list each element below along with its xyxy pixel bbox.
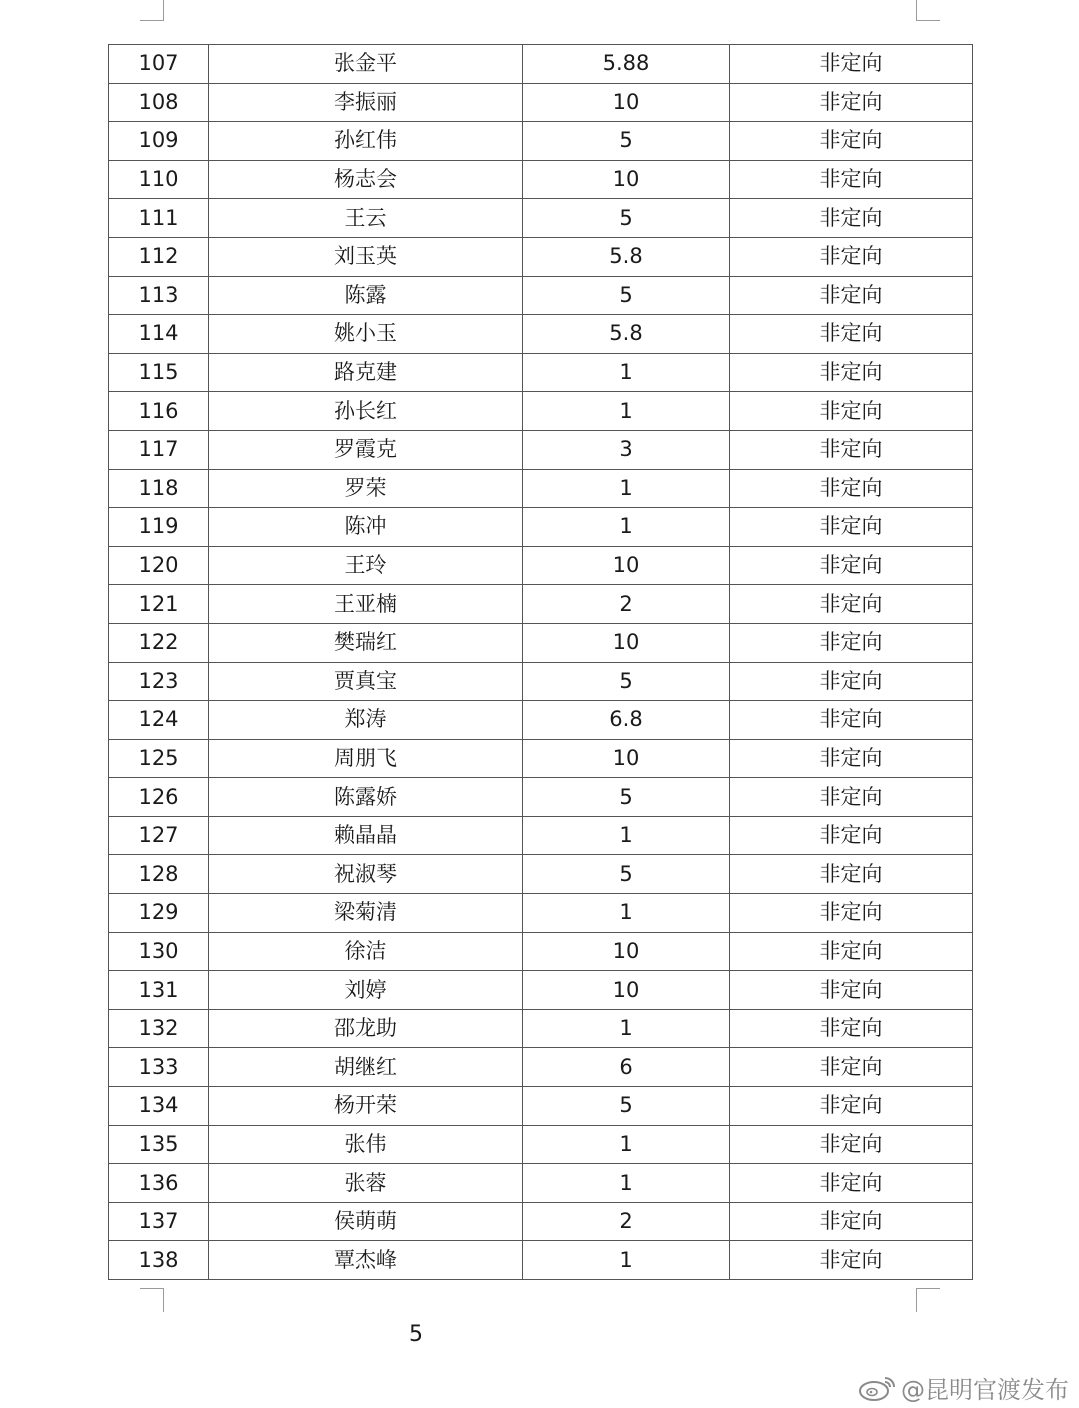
row-number-cell: 132	[109, 1009, 209, 1048]
type-cell: 非定向	[730, 855, 973, 894]
name-cell: 姚小玉	[209, 315, 523, 354]
amount-cell: 5.88	[523, 45, 730, 84]
table-row	[109, 1009, 973, 1048]
amount-cell: 6	[523, 1048, 730, 1087]
table-row	[109, 1048, 973, 1087]
name-cell: 梁菊清	[209, 894, 523, 933]
type-cell: 非定向	[730, 778, 973, 817]
name-cell: 郑涛	[209, 701, 523, 740]
table-row	[109, 932, 973, 971]
amount-cell: 1	[523, 508, 730, 547]
amount-cell: 5.8	[523, 237, 730, 276]
name-cell: 陈露	[209, 276, 523, 315]
type-cell: 非定向	[730, 932, 973, 971]
row-number-cell: 120	[109, 546, 209, 585]
type-cell: 非定向	[730, 971, 973, 1010]
name-cell: 贾真宝	[209, 662, 523, 701]
amount-cell: 3	[523, 430, 730, 469]
row-number-cell: 124	[109, 701, 209, 740]
crop-mark-bottom-left	[163, 1288, 164, 1312]
row-number-cell: 114	[109, 315, 209, 354]
name-cell: 陈冲	[209, 508, 523, 547]
type-cell: 非定向	[730, 83, 973, 122]
name-cell: 王云	[209, 199, 523, 238]
table-row	[109, 1202, 973, 1241]
type-cell: 非定向	[730, 1164, 973, 1203]
name-cell: 祝淑琴	[209, 855, 523, 894]
amount-cell: 1	[523, 1164, 730, 1203]
name-cell: 胡继红	[209, 1048, 523, 1087]
amount-cell: 10	[523, 971, 730, 1010]
table-row	[109, 430, 973, 469]
amount-cell: 5	[523, 1087, 730, 1126]
row-number-cell: 113	[109, 276, 209, 315]
type-cell: 非定向	[730, 1125, 973, 1164]
name-cell: 张伟	[209, 1125, 523, 1164]
crop-mark-top-right	[916, 0, 917, 20]
name-cell: 孙红伟	[209, 122, 523, 161]
name-cell: 杨开荣	[209, 1087, 523, 1126]
row-number-cell: 129	[109, 894, 209, 933]
table-row	[109, 546, 973, 585]
row-number-cell: 136	[109, 1164, 209, 1203]
amount-cell: 1	[523, 894, 730, 933]
type-cell: 非定向	[730, 816, 973, 855]
row-number-cell: 109	[109, 122, 209, 161]
crop-mark-top-right	[916, 20, 940, 21]
table-row	[109, 392, 973, 431]
type-cell: 非定向	[730, 508, 973, 547]
type-cell: 非定向	[730, 1009, 973, 1048]
type-cell: 非定向	[730, 1202, 973, 1241]
type-cell: 非定向	[730, 739, 973, 778]
amount-cell: 10	[523, 546, 730, 585]
table-row	[109, 45, 973, 84]
type-cell: 非定向	[730, 315, 973, 354]
watermark	[857, 1370, 1069, 1405]
table-row	[109, 739, 973, 778]
name-cell: 覃杰峰	[209, 1241, 523, 1280]
amount-cell: 10	[523, 83, 730, 122]
name-cell: 徐洁	[209, 932, 523, 971]
type-cell: 非定向	[730, 392, 973, 431]
amount-cell: 1	[523, 1009, 730, 1048]
type-cell: 非定向	[730, 469, 973, 508]
name-cell: 路克建	[209, 353, 523, 392]
row-number-cell: 137	[109, 1202, 209, 1241]
amount-cell: 1	[523, 1125, 730, 1164]
amount-cell: 1	[523, 469, 730, 508]
table-row	[109, 971, 973, 1010]
type-cell: 非定向	[730, 199, 973, 238]
name-cell: 李振丽	[209, 83, 523, 122]
type-cell: 非定向	[730, 1048, 973, 1087]
name-cell: 赖晶晶	[209, 816, 523, 855]
amount-cell: 5	[523, 855, 730, 894]
name-cell: 刘玉英	[209, 237, 523, 276]
name-cell: 侯萌萌	[209, 1202, 523, 1241]
row-number-cell: 111	[109, 199, 209, 238]
amount-cell: 5	[523, 662, 730, 701]
row-number-cell: 125	[109, 739, 209, 778]
row-number-cell: 119	[109, 508, 209, 547]
table-row	[109, 623, 973, 662]
name-cell: 张蓉	[209, 1164, 523, 1203]
name-cell: 刘婷	[209, 971, 523, 1010]
row-number-cell: 128	[109, 855, 209, 894]
amount-cell: 10	[523, 739, 730, 778]
type-cell: 非定向	[730, 237, 973, 276]
name-cell: 陈露娇	[209, 778, 523, 817]
name-cell: 邵龙助	[209, 1009, 523, 1048]
amount-cell: 1	[523, 816, 730, 855]
amount-cell: 1	[523, 1241, 730, 1280]
crop-mark-top-left	[163, 0, 164, 20]
row-number-cell: 108	[109, 83, 209, 122]
table-row	[109, 237, 973, 276]
name-cell: 周朋飞	[209, 739, 523, 778]
name-cell: 罗荣	[209, 469, 523, 508]
table-row	[109, 894, 973, 933]
type-cell: 非定向	[730, 623, 973, 662]
watermark-text: @昆明官渡发布	[901, 1376, 1069, 1404]
row-number-cell: 116	[109, 392, 209, 431]
name-cell: 罗霞克	[209, 430, 523, 469]
row-number-cell: 115	[109, 353, 209, 392]
row-number-cell: 118	[109, 469, 209, 508]
amount-cell: 5	[523, 778, 730, 817]
crop-mark-bottom-left	[140, 1288, 164, 1289]
amount-cell: 2	[523, 1202, 730, 1241]
row-number-cell: 134	[109, 1087, 209, 1126]
row-number-cell: 130	[109, 932, 209, 971]
type-cell: 非定向	[730, 45, 973, 84]
type-cell: 非定向	[730, 122, 973, 161]
type-cell: 非定向	[730, 430, 973, 469]
amount-cell: 1	[523, 392, 730, 431]
table-row	[109, 353, 973, 392]
crop-mark-bottom-right	[916, 1288, 940, 1289]
row-number-cell: 127	[109, 816, 209, 855]
table-row	[109, 778, 973, 817]
table-row	[109, 315, 973, 354]
name-cell: 杨志会	[209, 160, 523, 199]
row-number-cell: 121	[109, 585, 209, 624]
type-cell: 非定向	[730, 160, 973, 199]
table-row	[109, 83, 973, 122]
amount-cell: 6.8	[523, 701, 730, 740]
row-number-cell: 138	[109, 1241, 209, 1280]
table-row	[109, 1125, 973, 1164]
table-row	[109, 1164, 973, 1203]
amount-cell: 5	[523, 199, 730, 238]
row-number-cell: 107	[109, 45, 209, 84]
amount-cell: 5	[523, 122, 730, 161]
amount-cell: 5.8	[523, 315, 730, 354]
row-number-cell: 122	[109, 623, 209, 662]
type-cell: 非定向	[730, 701, 973, 740]
type-cell: 非定向	[730, 546, 973, 585]
table-row	[109, 585, 973, 624]
table-row	[109, 662, 973, 701]
table-row	[109, 469, 973, 508]
page-number: 5	[409, 1322, 423, 1347]
table-row	[109, 199, 973, 238]
type-cell: 非定向	[730, 894, 973, 933]
table-row	[109, 160, 973, 199]
type-cell: 非定向	[730, 585, 973, 624]
row-number-cell: 117	[109, 430, 209, 469]
amount-cell: 1	[523, 353, 730, 392]
name-cell: 王玲	[209, 546, 523, 585]
amount-cell: 10	[523, 623, 730, 662]
row-number-cell: 126	[109, 778, 209, 817]
crop-mark-top-left	[140, 20, 164, 21]
table-row	[109, 276, 973, 315]
row-number-cell: 110	[109, 160, 209, 199]
table-row	[109, 1241, 973, 1280]
amount-cell: 10	[523, 160, 730, 199]
name-cell: 王亚楠	[209, 585, 523, 624]
row-number-cell: 123	[109, 662, 209, 701]
amount-cell: 10	[523, 932, 730, 971]
row-number-cell: 133	[109, 1048, 209, 1087]
table-row	[109, 122, 973, 161]
type-cell: 非定向	[730, 662, 973, 701]
row-number-cell: 131	[109, 971, 209, 1010]
table-row	[109, 816, 973, 855]
table-row	[109, 701, 973, 740]
type-cell: 非定向	[730, 1241, 973, 1280]
table-row	[109, 508, 973, 547]
crop-mark-bottom-right	[916, 1288, 917, 1312]
type-cell: 非定向	[730, 1087, 973, 1126]
row-number-cell: 112	[109, 237, 209, 276]
table-body	[109, 45, 973, 1280]
table-row	[109, 855, 973, 894]
amount-cell: 5	[523, 276, 730, 315]
name-cell: 樊瑞红	[209, 623, 523, 662]
row-number-cell: 135	[109, 1125, 209, 1164]
name-cell: 孙长红	[209, 392, 523, 431]
type-cell: 非定向	[730, 353, 973, 392]
weibo-icon	[857, 1374, 897, 1402]
amount-cell: 2	[523, 585, 730, 624]
type-cell: 非定向	[730, 276, 973, 315]
donation-table	[108, 44, 973, 1280]
table-row	[109, 1087, 973, 1126]
name-cell: 张金平	[209, 45, 523, 84]
